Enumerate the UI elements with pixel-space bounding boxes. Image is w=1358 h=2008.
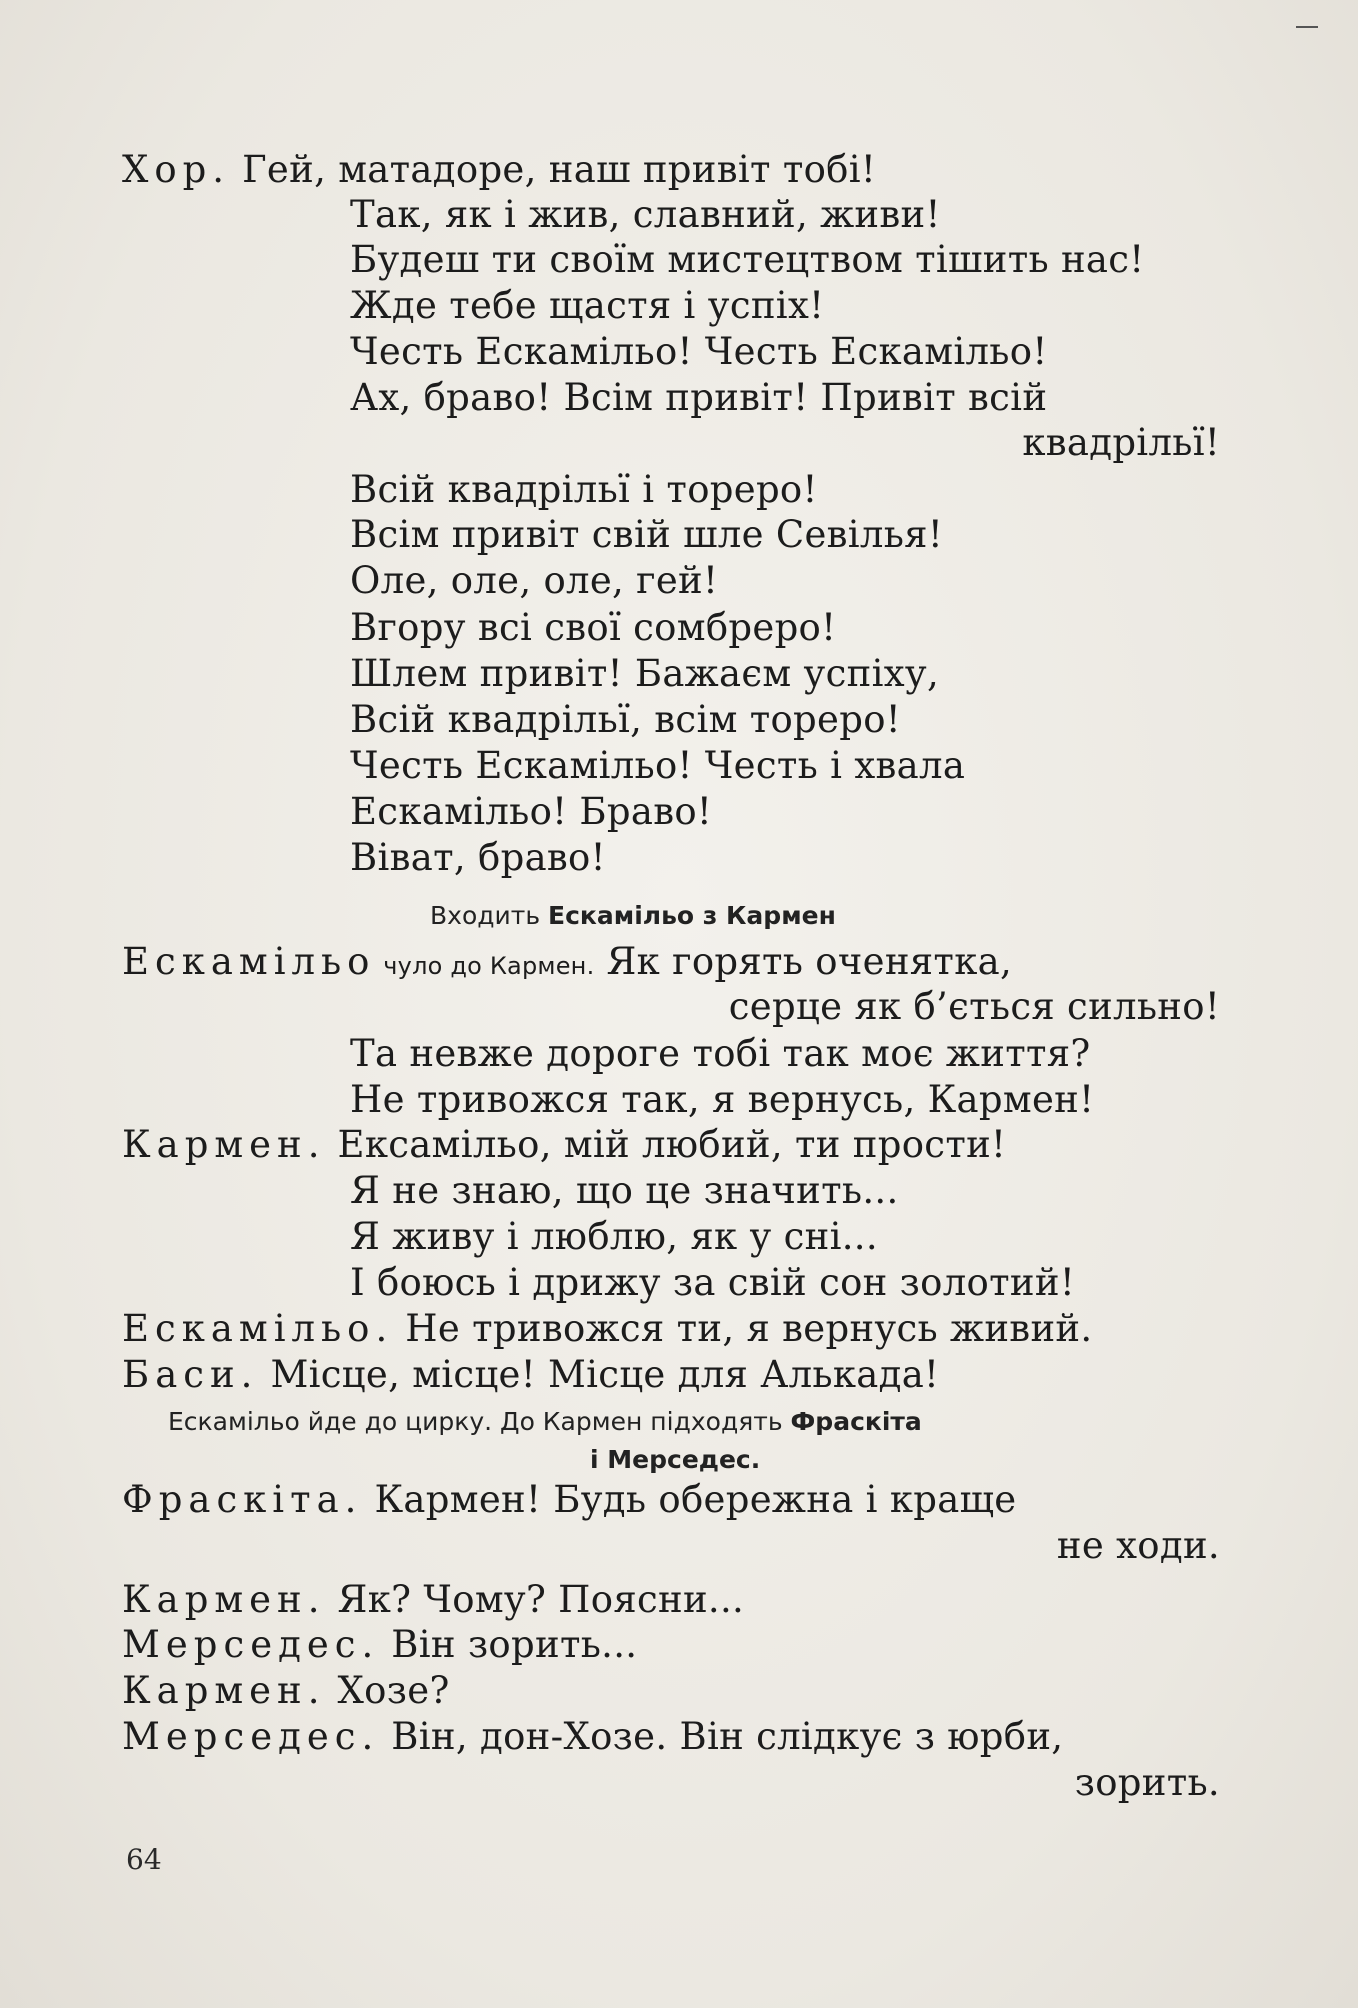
dialogue-line-frasquita-continuation: не ходи. — [1056, 1524, 1220, 1567]
dialogue-line-carmen-3: Я живу і люблю, як у сні... — [350, 1215, 878, 1258]
chorus-line-6-continuation: квадрільї! — [1022, 421, 1220, 464]
chorus-line-2: Так, як і жив, славний, живи! — [350, 193, 941, 236]
dialogue-line-escamillo-4 — [122, 1307, 1092, 1351]
speaker-name: Баси. — [122, 1353, 259, 1396]
speaker-name: Ескамільо — [122, 940, 376, 983]
dialogue-line-mercedes-2 — [122, 1715, 1063, 1759]
verse-text: Він, дон-Хозе. Він слідкує з юрби, — [379, 1715, 1064, 1758]
verse-text: Як? Чому? Поясни... — [325, 1578, 745, 1621]
chorus-line-7: Всій квадрільї і тореро! — [350, 468, 818, 511]
dialogue-line-escamillo-1 — [122, 940, 1012, 988]
page-number: 64 — [126, 1843, 162, 1876]
stage-direction-circus-line-1 — [168, 1405, 922, 1439]
page-corner-mark — [1296, 26, 1318, 28]
stage-direction-enter — [430, 899, 836, 933]
direction-text: Входить — [430, 901, 549, 930]
dialogue-line-escamillo-3: Не тривожся так, я вернусь, Кармен! — [350, 1078, 1095, 1121]
direction-bold-text: Фраскіта — [790, 1407, 922, 1436]
chorus-line-1 — [122, 148, 876, 192]
dialogue-line-escamillo-1-continuation: серце як б’ється сильно! — [728, 985, 1220, 1028]
dialogue-line-carmen-1 — [122, 1123, 1006, 1167]
speaker-name: Мерседес. — [122, 1715, 380, 1758]
stage-remark: чуло до Кармен. — [375, 952, 595, 980]
chorus-line-4: Жде тебе щастя і успіх! — [350, 284, 825, 327]
dialogue-line-basses — [122, 1353, 939, 1397]
chorus-line-8: Всім привіт свій шле Севілья! — [350, 513, 943, 556]
chorus-line-14: Ескамільо! Браво! — [350, 790, 713, 833]
speaker-name: Ескамільо. — [122, 1307, 394, 1350]
chorus-line-13: Честь Ескамільо! Честь і хвала — [350, 744, 966, 787]
speaker-name: Хор. — [122, 148, 231, 191]
speaker-name: Кармен. — [122, 1578, 326, 1621]
verse-text: Не тривожся ти, я вернусь живий. — [393, 1307, 1093, 1350]
direction-bold-text: Ескамільо з Кармен — [548, 901, 836, 930]
chorus-line-3: Будеш ти своїм мистецтвом тішить нас! — [350, 238, 1145, 281]
chorus-line-11: Шлем привіт! Бажаєм успіху, — [350, 652, 940, 695]
dialogue-line-carmen-6 — [122, 1669, 450, 1713]
verse-text: Ексамільо, мій любий, ти прости! — [325, 1123, 1007, 1166]
direction-bold-text: і Мерседес. — [590, 1445, 761, 1474]
chorus-line-10: Вгору всі свої сомбреро! — [350, 606, 837, 649]
dialogue-line-escamillo-2: Та невже дороге тобі так моє життя? — [350, 1032, 1091, 1075]
verse-text: Хозе? — [325, 1669, 450, 1712]
chorus-line-9: Оле, оле, оле, гей! — [350, 559, 719, 602]
speaker-name: Кармен. — [122, 1123, 326, 1166]
verse-text: Він зорить... — [379, 1623, 638, 1666]
verse-text: Місце, місце! Місце для Алькада! — [258, 1353, 940, 1396]
dialogue-line-carmen-4: І боюсь і дрижу за свій сон золотий! — [350, 1261, 1075, 1304]
dialogue-line-carmen-2: Я не знаю, що це значить... — [350, 1169, 899, 1212]
speaker-name: Фраскіта. — [122, 1478, 363, 1521]
verse-text: Як горять оченятка, — [594, 940, 1013, 983]
stage-direction-circus-line-2 — [590, 1443, 760, 1477]
chorus-line-6: Ах, браво! Всім привіт! Привіт всій — [350, 376, 1048, 419]
dialogue-line-carmen-5 — [122, 1578, 744, 1622]
dialogue-line-frasquita — [122, 1478, 1017, 1522]
chorus-line-5: Честь Ескамільо! Честь Ескамільо! — [350, 330, 1048, 373]
verse-text: Кармен! Будь обережна і краще — [362, 1478, 1017, 1521]
chorus-line-15: Віват, браво! — [350, 836, 606, 879]
verse-text: Гей, матадоре, наш привіт тобі! — [230, 148, 877, 191]
dialogue-line-mercedes-1 — [122, 1623, 637, 1667]
speaker-name: Мерседес. — [122, 1623, 380, 1666]
dialogue-line-mercedes-2-continuation: зорить. — [1074, 1761, 1220, 1804]
speaker-name: Кармен. — [122, 1669, 326, 1712]
chorus-line-12: Всій квадрільї, всім тореро! — [350, 698, 901, 741]
direction-text: Ескамільо йде до цирку. До Кармен підходять — [168, 1407, 791, 1436]
